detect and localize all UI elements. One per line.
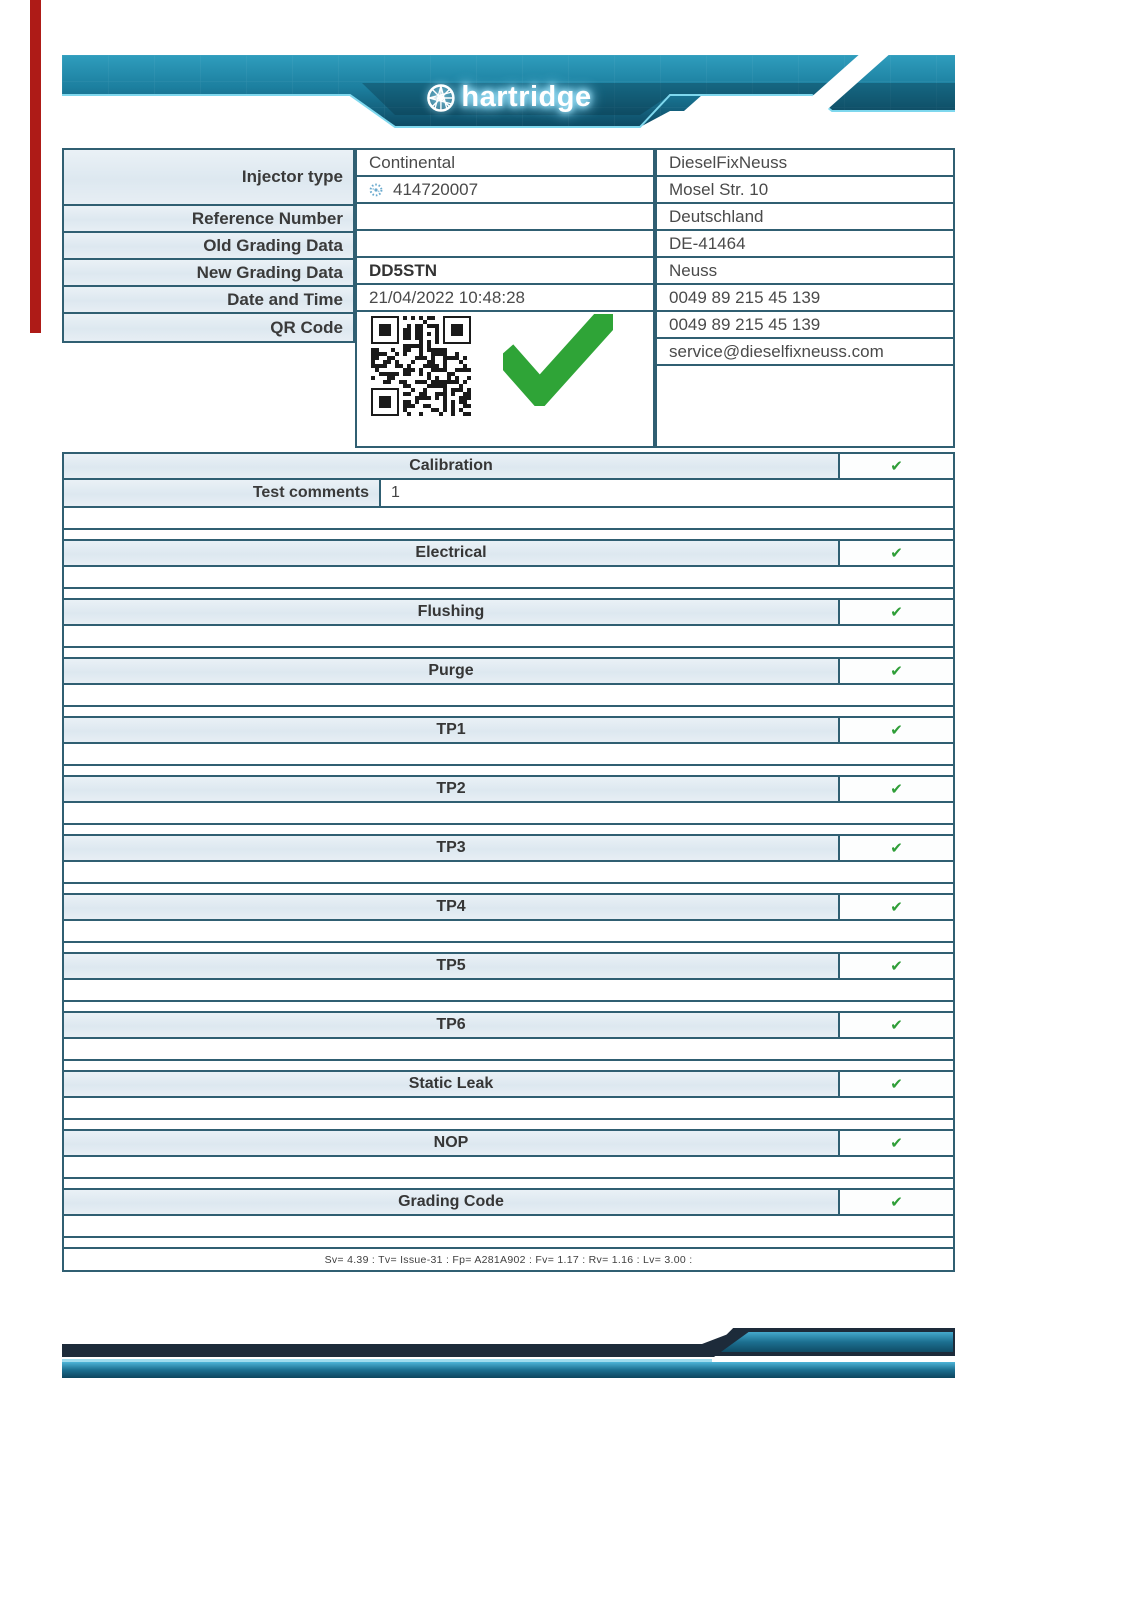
section-empty-row [64, 1096, 953, 1118]
customer-row: 0049 89 215 45 139 [657, 285, 953, 312]
section-tp5 [64, 952, 953, 1002]
check-icon: ✔ [890, 603, 903, 621]
customer-row: Neuss [657, 258, 953, 285]
section-label: Grading Code [64, 1190, 838, 1214]
section-empty-row [64, 1214, 953, 1236]
test-results [62, 452, 955, 1272]
section-purge [64, 657, 953, 707]
footer-banner [62, 1328, 955, 1380]
injector-serial-row [357, 177, 653, 204]
section-status-cell [838, 895, 953, 919]
customer-row: DE-41464 [657, 231, 953, 258]
section-status-cell [838, 1013, 953, 1037]
section-label: TP4 [64, 895, 838, 919]
section-empty-row [64, 565, 953, 587]
check-icon: ✔ [890, 544, 903, 562]
section-label: TP3 [64, 836, 838, 860]
section-tp2 [64, 775, 953, 825]
test-comments-row [64, 478, 953, 506]
section-empty-row [64, 919, 953, 941]
section-empty-row [64, 506, 953, 528]
injector-make-value: Continental [357, 150, 653, 177]
scan-margin-bar [30, 0, 41, 333]
section-tp3 [64, 834, 953, 884]
label-old-grading: Old Grading Data [64, 233, 353, 260]
section-status-cell [838, 659, 953, 683]
section-electrical [64, 539, 953, 589]
check-icon: ✔ [890, 662, 903, 680]
section-empty-row [64, 624, 953, 646]
label-injector-type: Injector type [64, 150, 353, 206]
check-icon: ✔ [890, 957, 903, 975]
info-label-column [62, 148, 355, 343]
section-label: Calibration [64, 454, 838, 478]
section-tp6 [64, 1011, 953, 1061]
check-icon: ✔ [890, 1075, 903, 1093]
check-icon: ✔ [890, 898, 903, 916]
check-icon: ✔ [890, 839, 903, 857]
section-label: Flushing [64, 600, 838, 624]
hartridge-wheel-icon [425, 83, 455, 113]
section-label: TP6 [64, 1013, 838, 1037]
section-label: Static Leak [64, 1072, 838, 1096]
header-banner [62, 55, 955, 129]
section-status-cell [838, 836, 953, 860]
section-label: TP1 [64, 718, 838, 742]
qr-code [371, 316, 471, 421]
check-icon: ✔ [890, 457, 903, 475]
section-tp4 [64, 893, 953, 943]
section-status-cell [838, 1072, 953, 1096]
dotted-sphere-icon [369, 183, 383, 197]
customer-row: service@dieselfixneuss.com [657, 339, 953, 366]
brand-name: hartridge [461, 81, 592, 113]
check-icon: ✔ [890, 1193, 903, 1211]
customer-column [655, 148, 955, 448]
old-grading-value [357, 231, 653, 258]
check-icon: ✔ [890, 1016, 903, 1034]
customer-row: DieselFixNeuss [657, 150, 953, 177]
injector-serial-value: 414720007 [393, 179, 479, 199]
section-grading-code [64, 1188, 953, 1238]
section-empty-row [64, 1155, 953, 1177]
info-value-column [355, 148, 655, 448]
version-line: Sv= 4.39 : Tv= Issue-31 : Fp= A281A902 : Fv= 1.17 : Rv= 1.16 : Lv= 3.00 : [64, 1247, 953, 1270]
section-label: TP2 [64, 777, 838, 801]
section-label: NOP [64, 1131, 838, 1155]
customer-row: Deutschland [657, 204, 953, 231]
section-empty-row [64, 1037, 953, 1059]
customer-row: Mosel Str. 10 [657, 177, 953, 204]
check-icon: ✔ [890, 780, 903, 798]
reference-number-value [357, 204, 653, 231]
section-flushing [64, 598, 953, 648]
test-comments-value: 1 [391, 484, 400, 501]
check-icon: ✔ [890, 721, 903, 739]
section-empty-row [64, 801, 953, 823]
new-grading-value: DD5STN [357, 258, 653, 285]
section-label: TP5 [64, 954, 838, 978]
label-date-time: Date and Time [64, 287, 353, 314]
section-status-cell [838, 1131, 953, 1155]
section-static-leak [64, 1070, 953, 1120]
section-empty-row [64, 683, 953, 705]
section-calibration [64, 452, 953, 530]
section-status-cell [838, 454, 953, 478]
section-tp1 [64, 716, 953, 766]
label-new-grading: New Grading Data [64, 260, 353, 287]
section-empty-row [64, 860, 953, 882]
section-status-cell [838, 718, 953, 742]
date-time-value: 21/04/2022 10:48:28 [357, 285, 653, 312]
section-empty-row [64, 978, 953, 1000]
section-label: Purge [64, 659, 838, 683]
pass-check-icon [503, 314, 613, 411]
hartridge-logo [425, 81, 591, 114]
injector-info-table [62, 148, 955, 448]
section-status-cell [838, 600, 953, 624]
check-icon: ✔ [890, 1134, 903, 1152]
section-status-cell [838, 1190, 953, 1214]
label-reference-number: Reference Number [64, 206, 353, 233]
section-status-cell [838, 541, 953, 565]
customer-row: 0049 89 215 45 139 [657, 312, 953, 339]
qr-cell [357, 312, 653, 434]
section-status-cell [838, 777, 953, 801]
label-qr-code: QR Code [64, 314, 353, 341]
customer-empty-cell [657, 366, 953, 426]
section-status-cell [838, 954, 953, 978]
section-label: Electrical [64, 541, 838, 565]
test-comments-label: Test comments [64, 480, 381, 506]
section-empty-row [64, 742, 953, 764]
section-nop [64, 1129, 953, 1179]
